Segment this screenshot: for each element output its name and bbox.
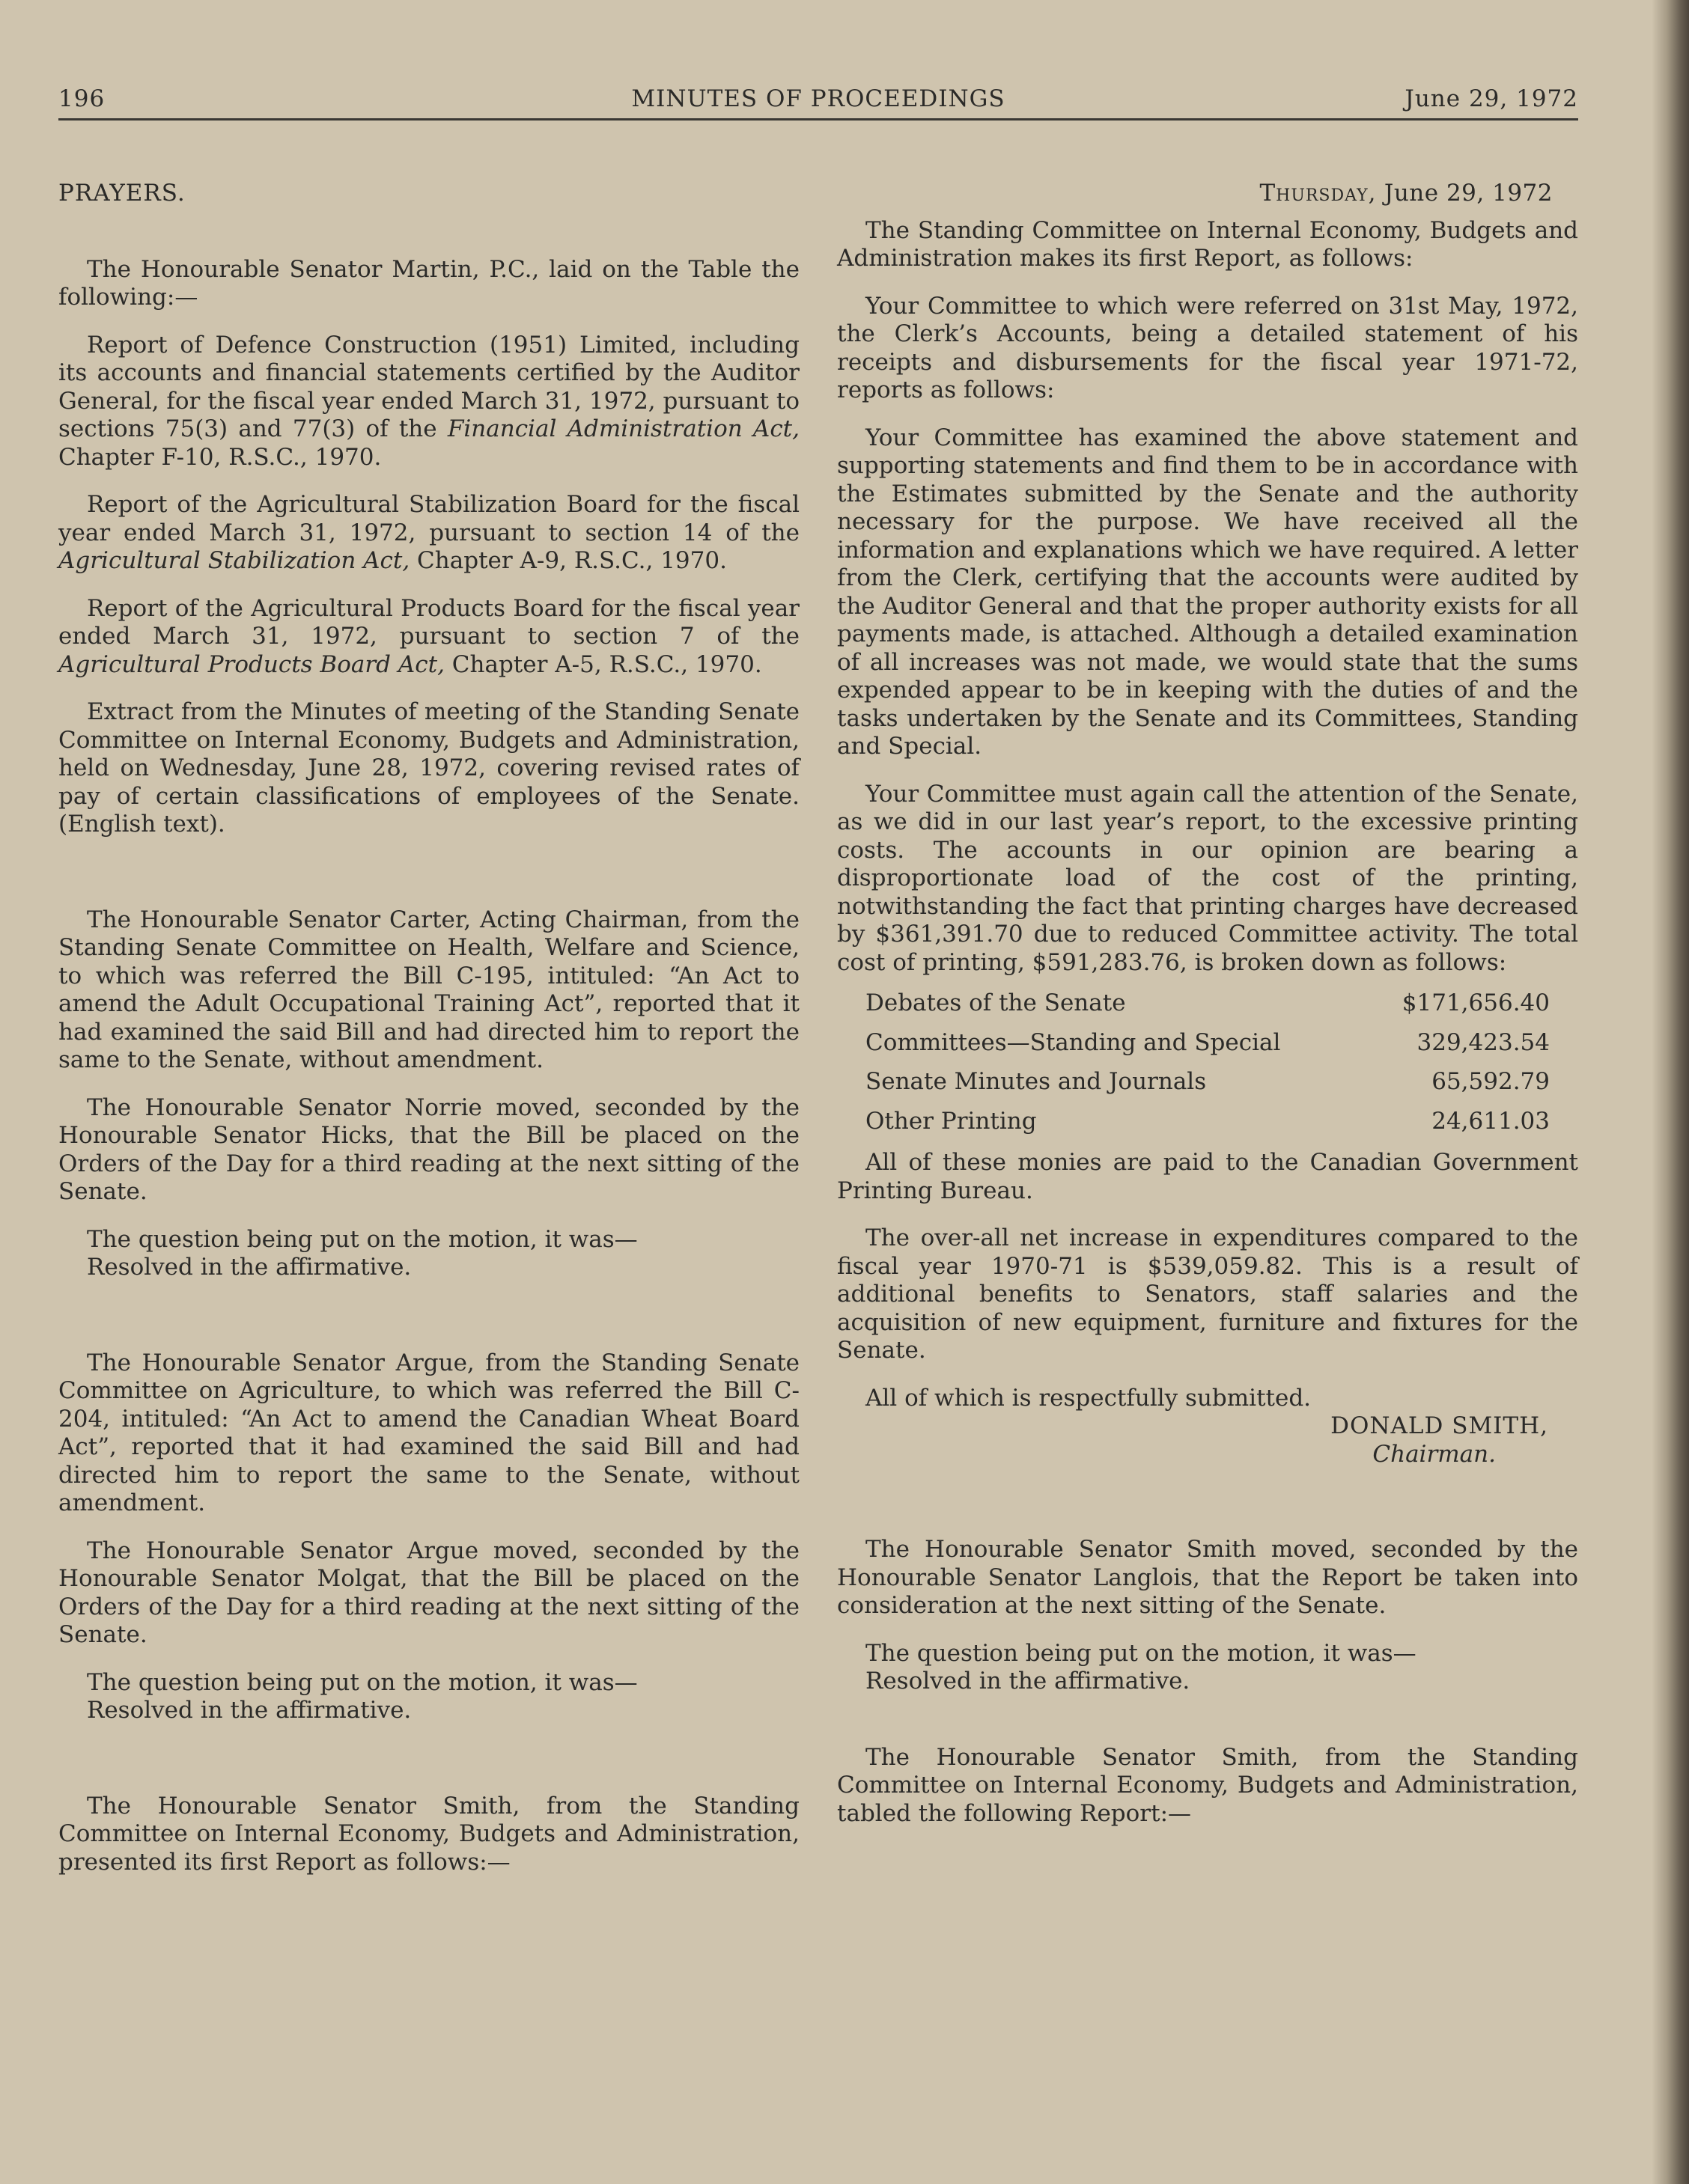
paragraph: All of these monies are paid to the Canadian Government Printing Bureau. <box>837 1149 1578 1204</box>
paragraph: The over-all net increase in expenditures compared to the fiscal year 1970-71 is $539,059.82. This is a result of additional benefits to Senators, staff salaries and the acquisition of new equipment, furniture and fixtures for the Senate. <box>837 1224 1578 1364</box>
paragraph: Your Committee must again call the attention of the Senate, as we did in our last year’s report, to the excessive printing costs. The accounts in our opinion are bearing a disproportionate load of the cost of the printing, notwithstanding the fact that printing charges have decreased by $361,391.70 due to reduced Committee activity. The total cost of printing, $591,283.76, is broken down as follows: <box>837 780 1578 976</box>
cost-row <box>837 1024 1578 1064</box>
paragraph: The Honourable Senator Smith, from the Standing Committee on Internal Economy, Budgets and Administration, tabled the following Report:— <box>837 1743 1578 1827</box>
page-edge-shadow <box>1652 0 1689 2184</box>
printing-costs-table <box>837 984 1578 1141</box>
paragraph: Your Committee to which were referred on 31st May, 1972, the Clerk’s Accounts, being a detailed statement of his receipts and disbursements for the fiscal year 1971-72, reports as follows: <box>837 292 1578 403</box>
prayers-heading: PRAYERS. <box>58 180 186 207</box>
cost-amount: 65,592.79 <box>1431 1068 1550 1095</box>
cost-row <box>837 1063 1578 1102</box>
paragraph: The Honourable Senator Carter, Acting Chairman, from the Standing Senate Committee on Health, Welfare and Science, to which was referred the Bill C-195, intituled: “An Act to amend the Adult Occupational Training Act”, reported that it had examined the said Bill and had directed him to report the same to the Senate, without amendment. <box>58 906 800 1073</box>
cost-label: Senate Minutes and Journals <box>865 1068 1207 1095</box>
cost-amount: $171,656.40 <box>1402 989 1550 1016</box>
paragraph: The Honourable Senator Smith moved, seconded by the Honourable Senator Langlois, that the Report be taken into consideration at the next sitting of the Senate. <box>837 1536 1578 1619</box>
paragraph: Report of the Agricultural Products Board for the fiscal year ended March 31, 1972, pursuant to section 7 of the Agricultural Products Board Act, Chapter A-5, R.S.C., 1970. <box>58 594 800 678</box>
paragraph: Resolved in the affirmative. <box>865 1668 1190 1695</box>
paragraph: The Honourable Senator Martin, P.C., laid on the Table the following:— <box>58 255 800 311</box>
paragraph: Extract from the Minutes of meeting of the Standing Senate Committee on Internal Economy, Budgets and Administration, held on Wednesday, June 28, 1972, covering revised rates of pay of certain classifications of employees of the Senate. (English text). <box>58 698 800 838</box>
paragraph: The Honourable Senator Argue, from the Standing Senate Committee on Agriculture, to which was referred the Bill C-204, intituled: “An Act to amend the Canadian Wheat Board Act”, reported that it had examined the said Bill and had directed him to report the same to the Senate, without amendment. <box>58 1349 800 1516</box>
paragraph: Resolved in the affirmative. <box>87 1697 412 1724</box>
paragraph: Report of the Agricultural Stabilization Board for the fiscal year ended March 31, 1972, pursuant to section 14 of the Agricultural Stabilization Act, Chapter A-9, R.S.C., 1970. <box>58 491 800 574</box>
report-date: Thursday, June 29, 1972 <box>1259 180 1553 207</box>
paragraph: Resolved in the affirmative. <box>87 1254 412 1281</box>
document-page <box>58 82 1578 1876</box>
paragraph: The Honourable Senator Norrie moved, seconded by the Honourable Senator Hicks, that the Bill be placed on the Orders of the Day for a third reading at the next sitting of the Senate. <box>58 1093 800 1205</box>
signature-title: Chairman. <box>1372 1440 1496 1468</box>
cost-amount: 24,611.03 <box>1431 1107 1550 1135</box>
cost-row <box>837 1102 1578 1142</box>
paragraph: The question being put on the motion, it was— <box>87 1225 638 1253</box>
right-column <box>837 180 1578 1828</box>
paragraph: All of which is respectfully submitted. <box>865 1384 1312 1412</box>
paragraph: The question being put on the motion, it was— <box>865 1639 1416 1667</box>
signature-name: DONALD SMITH, <box>1330 1412 1548 1439</box>
left-column <box>58 180 800 1876</box>
paragraph: The Honourable Senator Smith, from the Standing Committee on Internal Economy, Budgets and Administration, presented its first Report as follows:— <box>58 1792 800 1876</box>
paragraph: The Standing Committee on Internal Economy, Budgets and Administration makes its first Report, as follows: <box>837 216 1578 272</box>
cost-label: Debates of the Senate <box>865 989 1126 1016</box>
cost-label: Committees—Standing and Special <box>865 1028 1281 1056</box>
page-number: 196 <box>58 85 106 112</box>
paragraph: The Honourable Senator Argue moved, seconded by the Honourable Senator Molgat, that the Bill be placed on the Orders of the Day for a third reading at the next sitting of the Senate. <box>58 1537 800 1648</box>
paragraph: Report of Defence Construction (1951) Limited, including its accounts and financial statements certified by the Auditor General, for the fiscal year ended March 31, 1972, pursuant to sections 75(3) and 77(3) of the Financial Administration Act, Chapter F-10, R.S.C., 1970. <box>58 331 800 471</box>
cost-amount: 329,423.54 <box>1416 1028 1550 1056</box>
paragraph: Your Committee has examined the above statement and supporting statements and find them to be in accordance with the Estimates submitted by the Senate and the authority necessary for the purpose. We have received all the information and explanations which we have required. A letter from the Clerk, certifying that the accounts were audited by the Auditor General and that the proper authority exists for all payments made, is attached. Although a detailed examination of all increases was not made, we would state that the sums expended appear to be in keeping with the duties of and the tasks undertaken by the Senate and its Committees, Standing and Special. <box>837 424 1578 760</box>
paragraph: The question being put on the motion, it was— <box>87 1668 638 1696</box>
cost-label: Other Printing <box>865 1107 1037 1135</box>
cost-row <box>837 984 1578 1024</box>
page-header <box>58 82 1578 121</box>
running-title: MINUTES OF PROCEEDINGS <box>631 85 1005 112</box>
header-date: June 29, 1972 <box>1405 85 1578 112</box>
